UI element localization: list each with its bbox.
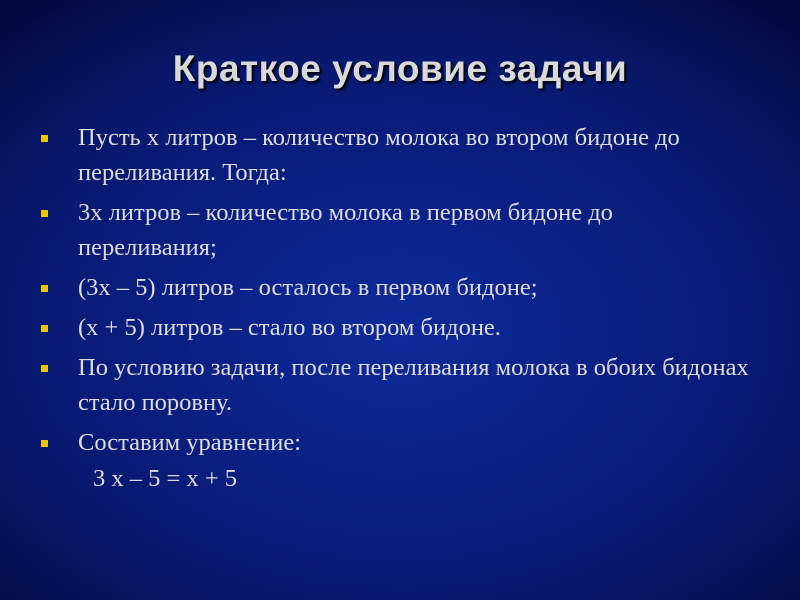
list-item [0,120,800,190]
square-bullet-icon [41,440,48,447]
list-item-text: (х + 5) литров – стало во втором бидоне. [78,314,501,341]
list-item-text: 3х литров – количество молока в первом бидоне до переливания; [78,199,613,261]
list-item-text: По условию задачи, после переливания молока в обоих бидонах стало поровну. [78,354,749,416]
list-item [0,310,800,345]
square-bullet-icon [41,325,48,332]
list-item-text: (3х – 5) литров – осталось в первом бидоне; [78,274,538,301]
list-item [0,425,800,460]
square-bullet-icon [41,365,48,372]
list-item-text: Пусть х литров – количество молока во втором бидоне до переливания. Тогда: [78,124,680,186]
slide-title: Краткое условие задачи [172,48,628,89]
square-bullet-icon [41,210,48,217]
square-bullet-icon [41,285,48,292]
list-item [0,270,800,305]
equation: 3 х – 5 = х + 5 [93,465,238,492]
bullet-list [0,120,800,465]
square-bullet-icon [41,135,48,142]
list-item [0,195,800,265]
list-item [0,350,800,420]
list-item-text: Составим уравнение: [78,429,302,456]
